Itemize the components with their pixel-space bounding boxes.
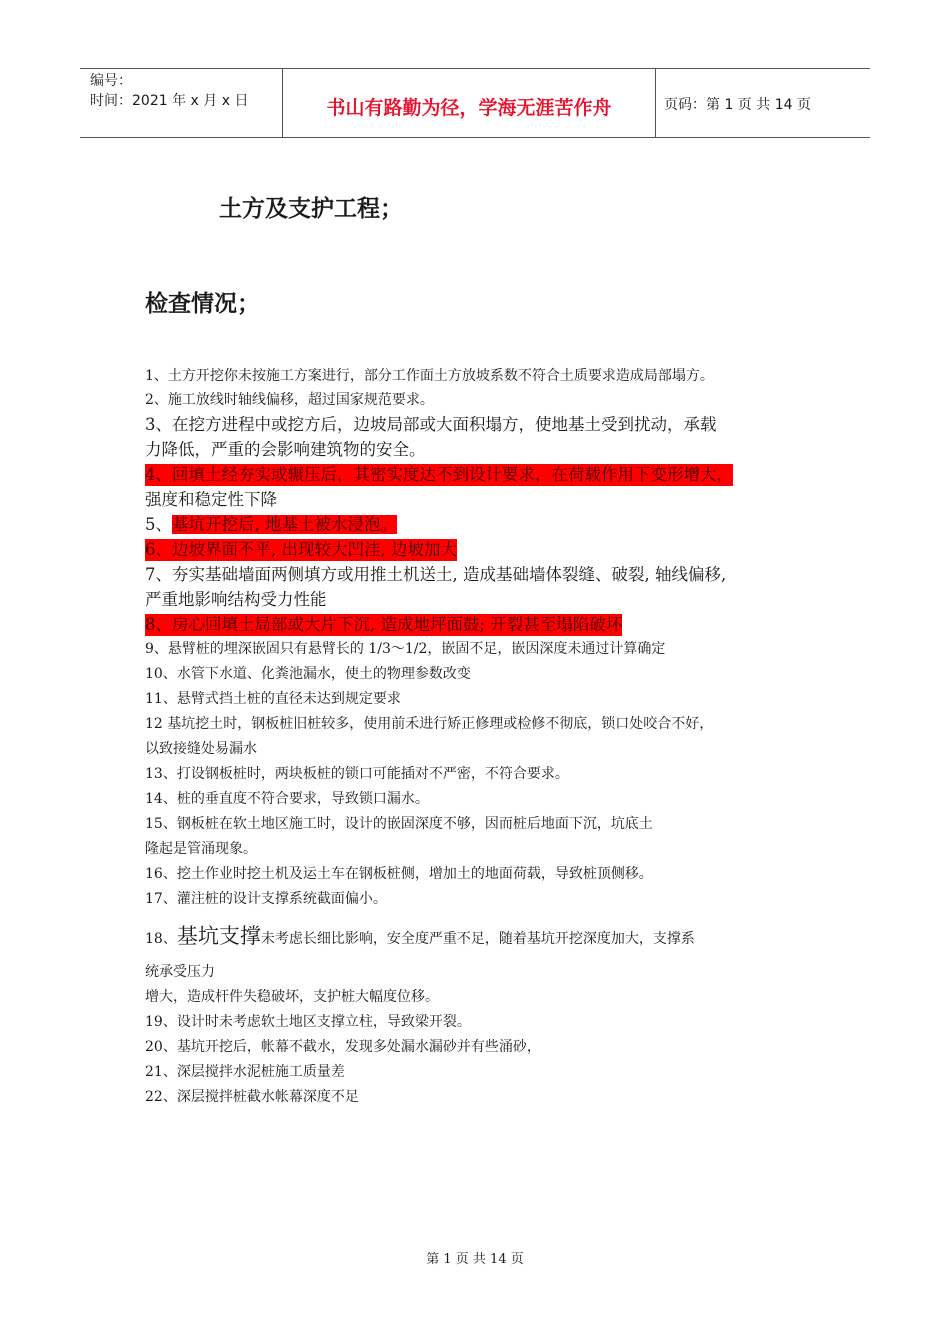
page-footer: 第 1 页 共 14 页 <box>426 1252 524 1267</box>
list-item: 力降低，严重的会影响建筑物的安全。 <box>145 440 426 459</box>
list-item: 3、在挖方进程中或挖方后，边坡局部或大面积塌方，使地基土受到扰动，承载 <box>145 415 717 434</box>
list-item: 22、深层搅拌桩截水帐幕深度不足 <box>145 1089 359 1105</box>
list-item: 增大，造成杆件失稳破坏，支护桩大幅度位移。 <box>145 989 439 1005</box>
time-label: 时间：2021 年 x 月 x 日 <box>90 93 249 109</box>
list-item: 隆起是管涌现象。 <box>145 841 257 857</box>
list-item: 20、基坑开挖后，帐幕不截水，发现多处漏水漏砂并有些涌砂， <box>145 1039 541 1055</box>
list-item: 15、钢板桩在软土地区施工时，设计的嵌固深度不够，因而桩后地面下沉，坑底土 <box>145 816 653 832</box>
list-item: 14、桩的垂直度不符合要求，导致锁口漏水。 <box>145 791 429 807</box>
list-item: 17、灌注桩的设计支撑系统截面偏小。 <box>145 891 387 907</box>
list-item <box>145 514 397 536</box>
list-item: 13、打设钢板桩时，两块板桩的锁口可能插对不严密，不符合要求。 <box>145 766 569 782</box>
page-info-text: 页码：第 1 页 共 14 页 <box>664 97 811 113</box>
item-number: 18、 <box>145 931 177 947</box>
header-motto <box>282 69 656 137</box>
motto-text: 书山有路勤为径，学海无涯苦作舟 <box>326 97 612 119</box>
highlighted-item: 4、回填土经夯实或辗压后，其密实度达不到设计要求，在荷载作用下变形增大， <box>145 465 733 484</box>
item-number: 5、 <box>145 515 172 534</box>
list-item: 7、夯实基础墙面两侧填方或用推土机送土, 造成基础墙体裂缝、破裂, 轴线偏移, <box>145 565 727 584</box>
list-item: 严重地影响结构受力性能 <box>145 590 327 609</box>
highlighted-text: 基坑开挖后, 地基土被水浸泡。 <box>172 515 397 534</box>
item-text: 未考虑长细比影响，安全度严重不足，随着基坑开挖深度加大，支撑系 <box>260 931 695 947</box>
list-item: 21、深层搅拌水泥桩施工质量差 <box>145 1064 345 1080</box>
list-item: 11、悬臂式挡土桩的直径未达到规定要求 <box>145 691 401 707</box>
section-heading: 检查情况； <box>145 291 260 317</box>
list-item: 9、悬臂桩的埋深嵌固只有悬臂长的 1/3～1/2，嵌固不足，嵌因深度未通过计算确定 <box>145 641 666 657</box>
list-item: 1、土方开挖你未按施工方案进行，部分工作面土方放坡系数不符合土质要求造成局部塌方。 <box>145 368 714 384</box>
document-title: 土方及支护工程； <box>219 196 403 222</box>
page-header <box>80 68 870 138</box>
list-item: 10、水管下水道、化粪池漏水，使土的物理参数改变 <box>145 666 471 682</box>
list-item: 以致接缝处易漏水 <box>145 741 257 757</box>
highlighted-item: 8、房心回填土局部或大片下沉, 造成地坪面鼓; 开裂甚至塌陷破坏 <box>145 615 623 634</box>
highlighted-item: 6、边坡界面不平, 出现较大凹洼, 边坡加大 <box>145 540 457 559</box>
list-item: 2、施工放线时轴线偏移，超过国家规范要求。 <box>145 392 434 408</box>
list-item: 12 基坑挖土时，钢板桩旧桩较多，使用前禾进行矫正修理或检修不彻底，锁口处咬合不好， <box>145 716 714 732</box>
list-item: 19、设计时未考虑软土地区支撑立柱，导致梁开裂。 <box>145 1014 471 1030</box>
list-item: 强度和稳定性下降 <box>145 490 277 509</box>
emphasized-term: 基坑支撑 <box>176 924 261 948</box>
list-item <box>145 926 695 949</box>
number-label: 编号： <box>90 73 132 89</box>
header-page-info <box>654 69 870 137</box>
list-item: 统承受压力 <box>145 964 215 980</box>
header-meta <box>80 69 282 137</box>
list-item: 16、挖土作业时挖土机及运土车在钢板桩侧，增加土的地面荷载，导致桩顶侧移。 <box>145 866 653 882</box>
